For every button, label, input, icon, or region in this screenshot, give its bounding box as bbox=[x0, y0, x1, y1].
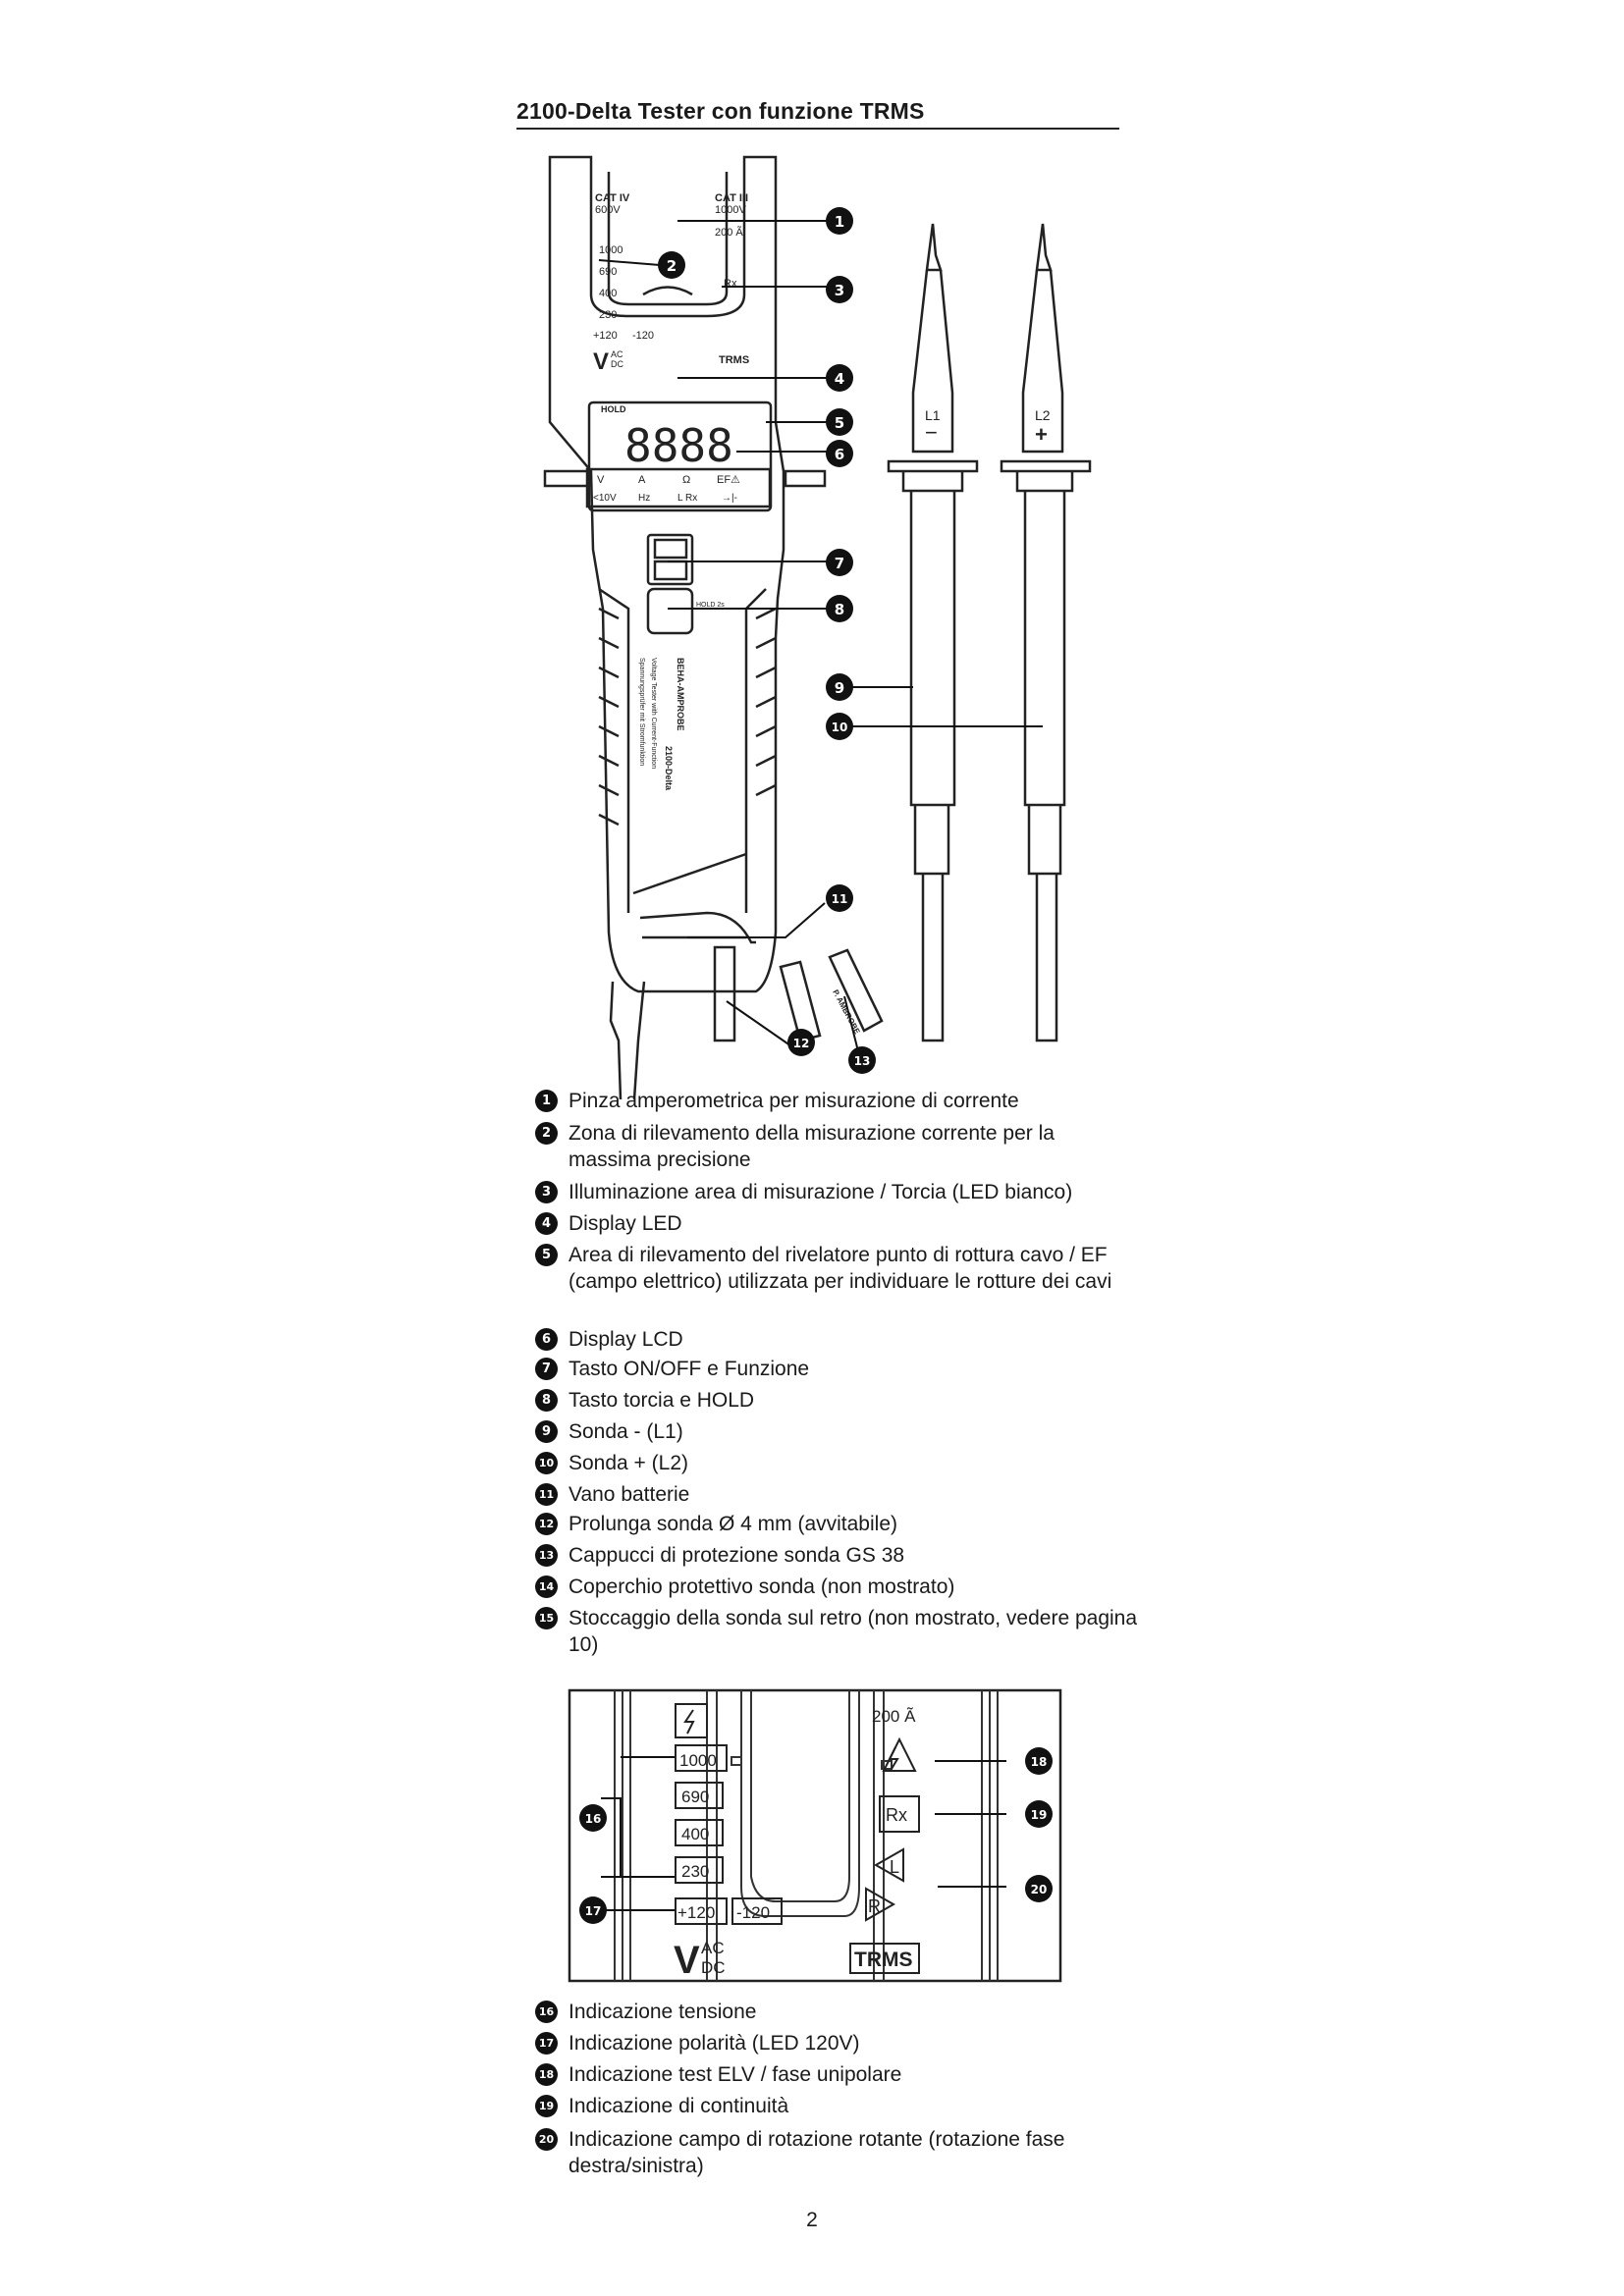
panel-dc-label: DC bbox=[701, 1958, 726, 1977]
legend-num-6: 6 bbox=[535, 1328, 558, 1351]
legend-num-3: 3 bbox=[535, 1181, 558, 1203]
svg-text:13: 13 bbox=[853, 1054, 871, 1068]
legend-text-15: Stoccaggio della sonda sul retro (non mostrato, vedere pagina 10) bbox=[568, 1607, 1138, 1656]
legend-text-14: Coperchio protettivo sonda (non mostrato) bbox=[568, 1575, 955, 1598]
callout-bullets-top bbox=[658, 207, 876, 1074]
panel-v-label: V bbox=[674, 1939, 700, 1982]
desc2-text: Spannungsprüfer mit Stromfunktion bbox=[638, 658, 645, 767]
hold-2s-label: HOLD 2s bbox=[696, 602, 725, 609]
legend-text-5: Area di rilevamento del rivelatore punto di rottura cavo / EF (campo elettrico) utilizzata per individuare le rotture dei cavi bbox=[568, 1244, 1112, 1293]
legend-text-12: Prolunga sonda Ø 4 mm (avvitabile) bbox=[568, 1513, 897, 1535]
svg-text:2: 2 bbox=[666, 257, 677, 275]
legend-num-19: 19 bbox=[535, 2095, 558, 2117]
svg-text:6: 6 bbox=[834, 446, 845, 463]
legend-num-1: 1 bbox=[535, 1090, 558, 1112]
led-400: 400 bbox=[599, 288, 618, 299]
legend-num-4: 4 bbox=[535, 1212, 558, 1235]
callout-6 bbox=[826, 440, 853, 467]
btn-ef: EF⚠ bbox=[717, 474, 740, 486]
panel-r-label: R bbox=[868, 1896, 881, 1916]
callout-3 bbox=[826, 276, 853, 303]
callout-leaders bbox=[599, 221, 1043, 1055]
legend-num-12: 12 bbox=[535, 1513, 558, 1535]
legend-num-8: 8 bbox=[535, 1389, 558, 1412]
callout-11 bbox=[826, 884, 853, 912]
panel-led-1000: 1000 bbox=[679, 1751, 717, 1770]
legend-num-9: 9 bbox=[535, 1420, 558, 1443]
led-1000: 1000 bbox=[599, 244, 623, 256]
led-panel-diagram bbox=[560, 1681, 1070, 1995]
v-label: V bbox=[593, 348, 610, 375]
legend-num-20: 20 bbox=[535, 2128, 558, 2151]
svg-text:10: 10 bbox=[831, 721, 848, 734]
callout-16 bbox=[579, 1804, 607, 1832]
hold-label: HOLD bbox=[601, 404, 626, 414]
cat-iii-voltage: 1000V bbox=[715, 204, 746, 216]
panel-l-label: L bbox=[890, 1857, 900, 1877]
legend-text-6: Display LCD bbox=[568, 1328, 683, 1351]
svg-text:7: 7 bbox=[834, 555, 845, 572]
svg-text:1: 1 bbox=[834, 213, 845, 231]
svg-text:8: 8 bbox=[834, 601, 845, 618]
svg-text:16: 16 bbox=[584, 1812, 602, 1826]
cat-iv-label: CAT IV bbox=[595, 192, 630, 204]
panel-led-minus120: -120 bbox=[736, 1903, 771, 1922]
btn-diode: →|- bbox=[722, 493, 737, 504]
trms-label: TRMS bbox=[719, 354, 750, 366]
callout-2 bbox=[658, 251, 685, 279]
legend-text-16: Indicazione tensione bbox=[568, 2001, 757, 2023]
btn-a: A bbox=[638, 474, 646, 486]
led-230: 230 bbox=[599, 309, 618, 321]
svg-text:4: 4 bbox=[834, 370, 845, 388]
legend-text-1: Pinza amperometrica per misurazione di corrente bbox=[568, 1090, 1019, 1112]
svg-text:17: 17 bbox=[584, 1904, 602, 1918]
ac-label: AC bbox=[611, 349, 623, 359]
legend-num-15: 15 bbox=[535, 1607, 558, 1629]
legend-num-10: 10 bbox=[535, 1452, 558, 1474]
svg-text:9: 9 bbox=[834, 679, 845, 697]
panel-led-230: 230 bbox=[681, 1862, 710, 1881]
svg-text:19: 19 bbox=[1030, 1808, 1048, 1822]
callout-13 bbox=[848, 1046, 876, 1074]
probe2-sign: + bbox=[1035, 422, 1048, 447]
callout-10 bbox=[826, 713, 853, 740]
btn-ohm: Ω bbox=[682, 474, 691, 486]
legend-text-9: Sonda - (L1) bbox=[568, 1420, 683, 1443]
lcd-digits: 8888 bbox=[624, 419, 733, 472]
legend-num-16: 16 bbox=[535, 2001, 558, 2023]
panel-rx-label: Rx bbox=[886, 1805, 907, 1825]
panel-led-plus120: +120 bbox=[677, 1903, 716, 1922]
callout-9 bbox=[826, 673, 853, 701]
led-690: 690 bbox=[599, 266, 618, 278]
legend-num-14: 14 bbox=[535, 1575, 558, 1598]
legend-num-7: 7 bbox=[535, 1358, 558, 1380]
callout-12 bbox=[787, 1029, 815, 1056]
probe1-label: L1 bbox=[925, 407, 941, 423]
legend-num-17: 17 bbox=[535, 2032, 558, 2055]
callout-8 bbox=[826, 595, 853, 622]
tester-diagram bbox=[0, 0, 1624, 1099]
legend-text-10: Sonda + (L2) bbox=[568, 1452, 689, 1474]
probe1-sign: − bbox=[925, 420, 938, 445]
svg-text:11: 11 bbox=[831, 892, 848, 906]
btn-v: V bbox=[597, 474, 605, 486]
legend-num-2: 2 bbox=[535, 1122, 558, 1145]
legend-num-11: 11 bbox=[535, 1483, 558, 1506]
legend-num-18: 18 bbox=[535, 2063, 558, 2086]
btn-lrx: L Rx bbox=[677, 493, 698, 504]
legend-text-18: Indicazione test ELV / fase unipolare bbox=[568, 2063, 902, 2086]
probes bbox=[715, 224, 1090, 1041]
callout-1 bbox=[826, 207, 853, 235]
current-label: 200 Ã bbox=[715, 227, 743, 239]
svg-text:18: 18 bbox=[1030, 1755, 1048, 1769]
led-minus120: -120 bbox=[632, 330, 655, 342]
led-plus120: +120 bbox=[593, 330, 618, 342]
svg-text:20: 20 bbox=[1030, 1883, 1048, 1896]
cap-text: P. AMBROBE bbox=[831, 988, 862, 1036]
rx-label: Rx bbox=[724, 278, 737, 290]
device-labels bbox=[593, 192, 749, 791]
legend-num-5: 5 bbox=[535, 1244, 558, 1266]
legend-text-7: Tasto ON/OFF e Funzione bbox=[568, 1358, 810, 1380]
legend-text-4: Display LED bbox=[568, 1212, 682, 1235]
callout-7 bbox=[826, 549, 853, 576]
panel-trms-label: TRMS bbox=[854, 1949, 913, 1971]
legend-text-20: Indicazione campo di rotazione rotante (rotazione fase destra/sinistra) bbox=[568, 2128, 1065, 2177]
legend-text-17: Indicazione polarità (LED 120V) bbox=[568, 2032, 860, 2055]
legend-text-11: Vano batterie bbox=[568, 1483, 690, 1506]
svg-text:3: 3 bbox=[834, 282, 845, 299]
legend-text-3: Illuminazione area di misurazione / Torcia (LED bianco) bbox=[568, 1181, 1073, 1203]
svg-text:5: 5 bbox=[834, 414, 845, 432]
legend-text-19: Indicazione di continuità bbox=[568, 2095, 789, 2117]
model-text: 2100-Delta bbox=[664, 746, 674, 791]
tester-body bbox=[545, 157, 825, 1099]
probe2-label: L2 bbox=[1035, 407, 1051, 423]
btn-hz: Hz bbox=[638, 493, 651, 504]
panel-ac-label: AC bbox=[701, 1939, 725, 1957]
btn-lt10v: <10V bbox=[593, 493, 617, 504]
legend-text-13: Cappucci di protezione sonda GS 38 bbox=[568, 1544, 905, 1567]
cat-iv-voltage: 600V bbox=[595, 204, 621, 216]
brand-text: BEHA-AMPROBE bbox=[676, 658, 685, 731]
dc-label: DC bbox=[611, 359, 623, 369]
callout-17 bbox=[579, 1896, 607, 1924]
svg-text:12: 12 bbox=[792, 1037, 810, 1050]
callout-5 bbox=[826, 408, 853, 436]
callout-19 bbox=[1025, 1800, 1053, 1828]
cat-iii-label: CAT III bbox=[715, 192, 749, 204]
page-number: 2 bbox=[806, 2209, 818, 2231]
legend-text-8: Tasto torcia e HOLD bbox=[568, 1389, 755, 1412]
legend-num-13: 13 bbox=[535, 1544, 558, 1567]
callout-18 bbox=[1025, 1747, 1053, 1775]
page-title: 2100-Delta Tester con funzione TRMS bbox=[516, 98, 925, 124]
probe-labels bbox=[831, 407, 1051, 1036]
legend-text-2: Zona di rilevamento della misurazione corrente per la massima precisione bbox=[568, 1122, 1055, 1171]
panel-current-label: 200 Ã bbox=[872, 1707, 916, 1726]
panel-led-690: 690 bbox=[681, 1788, 710, 1806]
callout-4 bbox=[826, 364, 853, 392]
desc1-text: Voltage Tester with Current-Function bbox=[650, 658, 657, 770]
callout-20 bbox=[1025, 1875, 1053, 1902]
panel-led-400: 400 bbox=[681, 1825, 710, 1843]
